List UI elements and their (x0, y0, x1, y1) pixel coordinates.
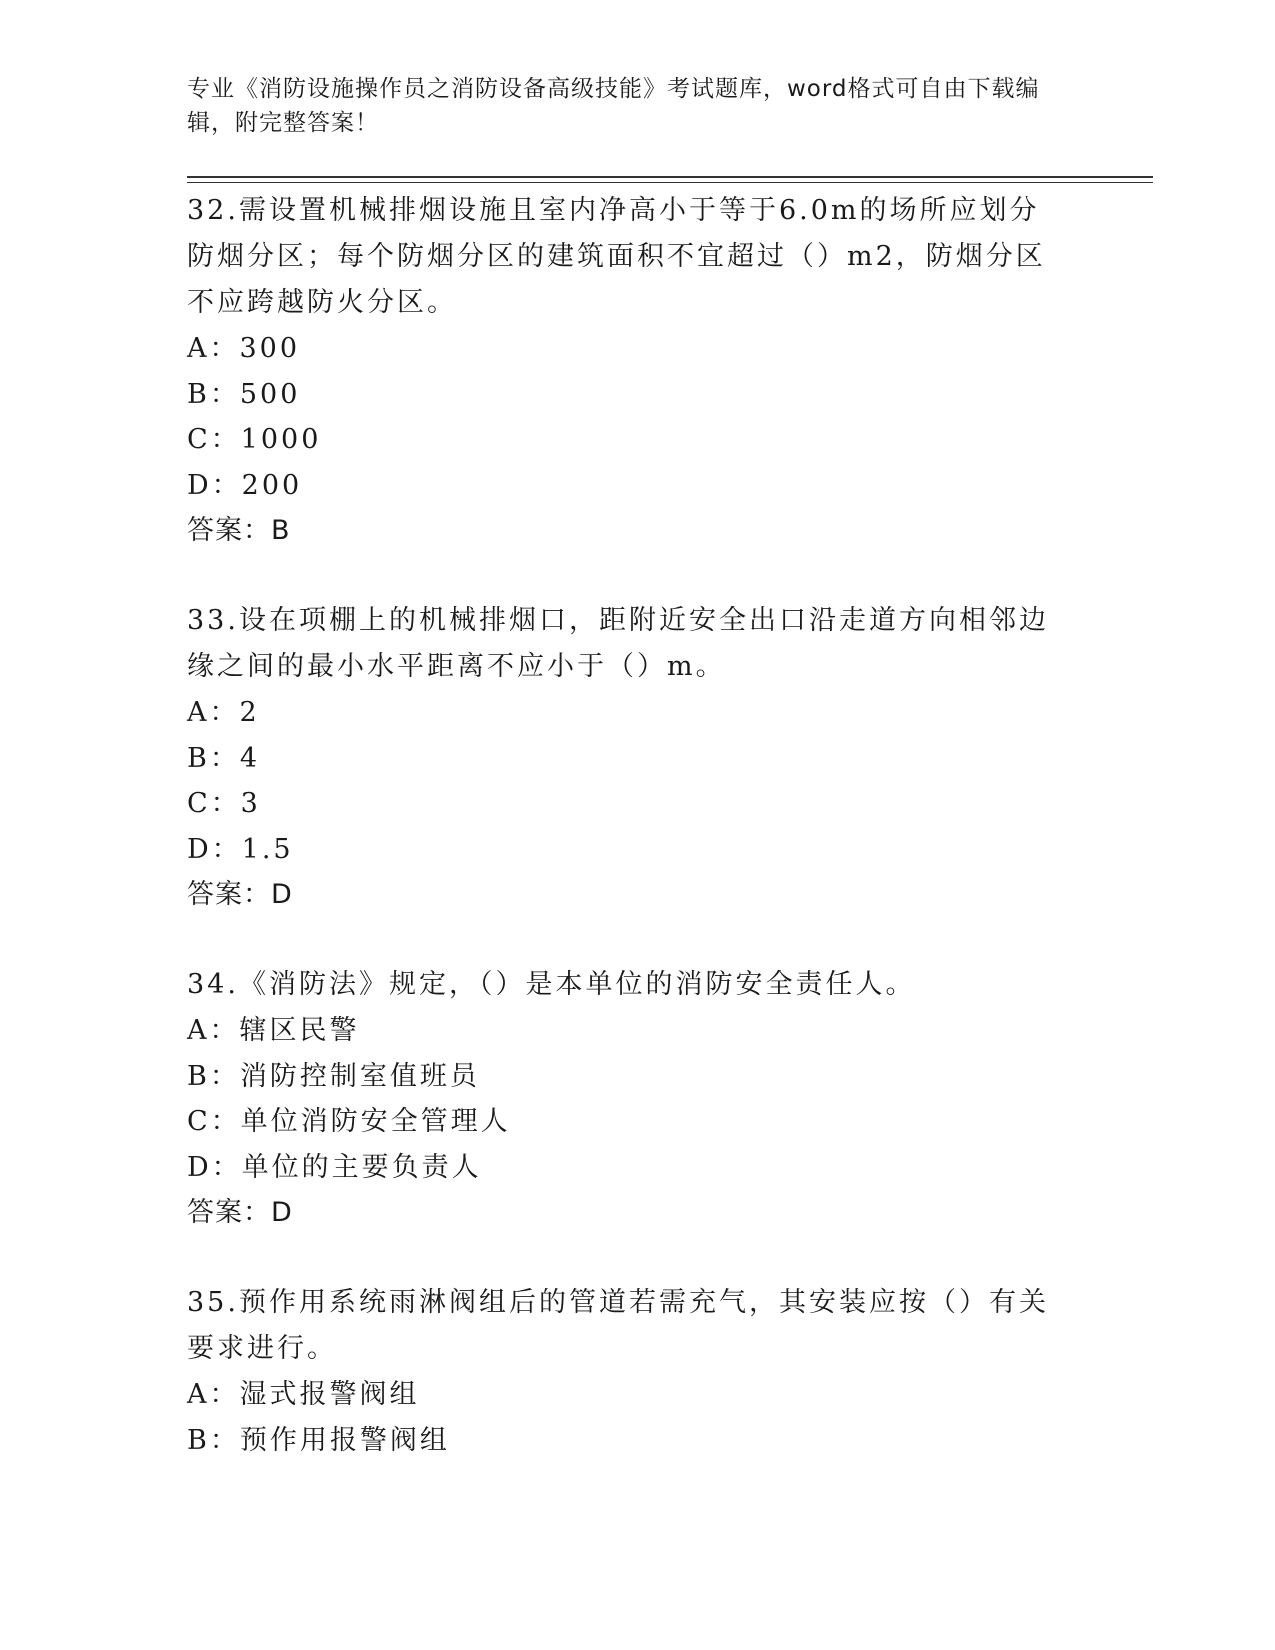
question-32 (187, 188, 1087, 554)
question-33 (187, 598, 1087, 918)
document-header: 专业《消防设施操作员之消防设备高级技能》考试题库，word格式可自由下载编辑，附完整答案！ (187, 76, 1040, 136)
option-a: A：湿式报警阀组 (187, 1379, 420, 1410)
option-a: A：300 (187, 333, 301, 364)
question-stem: 34.《消防法》规定，（）是本单位的消防安全责任人。 (187, 969, 916, 1000)
option-c: C：3 (187, 788, 261, 819)
option-b: B：预作用报警阀组 (187, 1424, 450, 1456)
answer-line: 答案：D (187, 1197, 293, 1228)
header-divider-bottom (187, 182, 1153, 183)
question-35 (187, 1280, 1087, 1463)
answer-line: 答案：B (187, 515, 291, 546)
option-a: A：辖区民警 (187, 1015, 360, 1046)
question-stem: 35.预作用系统雨淋阀组后的管道若需充气，其安装应按（）有关要求进行。 (187, 1287, 1049, 1364)
option-b: B：500 (187, 378, 301, 410)
option-b: B：4 (187, 742, 261, 774)
option-a: A：2 (187, 697, 260, 728)
question-stem: 32.需设置机械排烟设施且室内净高小于等于6.0m的场所应划分防烟分区；每个防烟分区的建筑面积不宜超过（）m2，防烟分区不应跨越防火分区。 (187, 195, 1046, 318)
option-d: D：1.5 (187, 833, 294, 865)
question-34 (187, 962, 1087, 1236)
question-list (187, 188, 1087, 1507)
option-c: C：单位消防安全管理人 (187, 1106, 511, 1137)
option-b: B：消防控制室值班员 (187, 1060, 480, 1092)
option-d: D：200 (187, 469, 303, 501)
option-d: D：单位的主要负责人 (187, 1151, 482, 1183)
answer-line: 答案：D (187, 879, 293, 910)
question-stem: 33.设在项棚上的机械排烟口，距附近安全出口沿走道方向相邻边缘之间的最小水平距离不应小于（）m。 (187, 605, 1049, 682)
header-divider-top (187, 176, 1153, 178)
option-c: C：1000 (187, 424, 322, 455)
